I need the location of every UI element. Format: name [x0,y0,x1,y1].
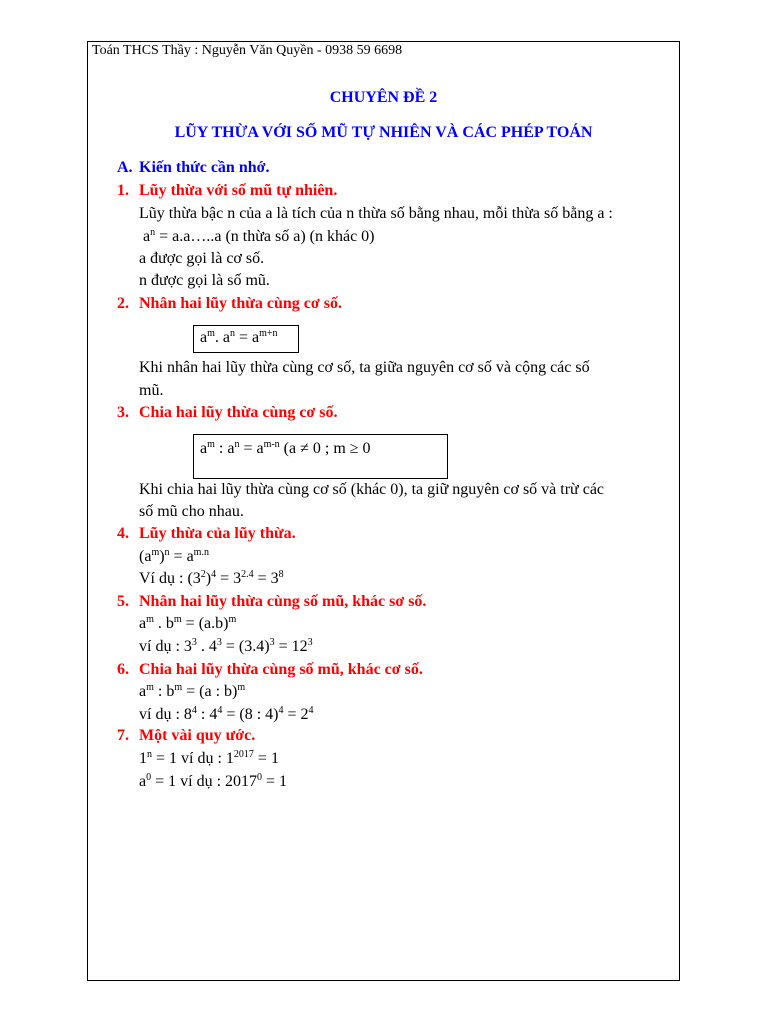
item-6-title: Chia hai lũy thừa cùng số mũ, khác cơ số. [139,661,423,678]
item-2-heading [117,294,342,314]
item-4-title: Lũy thừa của lũy thừa. [139,525,296,542]
item-5-number: 5. [117,593,129,610]
item-3-explanation-1: Khi chia hai lũy thừa cùng cơ số (khác 0), ta giữ nguyên cơ số và trừ các [139,481,605,498]
item-5-example: ví dụ : $3^3$ . $4^3 = (3.4)^3 = 12^3$ [139,637,313,655]
item-5-formula: $a^m$ . $b^m = (a.b)^m$ [139,614,237,632]
item-6-number: 6. [117,661,129,678]
item-4-example: Ví dụ : $(3^2)^4 = 3^{2.4} = 3^8$ [139,569,284,587]
item-3-formula-box: $a^m$ : $a^n = a^{m-n}$ (a ≠ 0 ; m ≥ 0 [193,434,448,479]
item-5-title: Nhân hai lũy thừa cùng số mũ, khác sơ số. [139,593,427,610]
item-2-explanation-1: Khi nhân hai lũy thừa cùng cơ số, ta giữa nguyên cơ số và cộng các số [139,359,590,376]
section-a-title: Kiến thức cần nhớ. [139,159,270,176]
item-1-definition: Lũy thừa bậc n của a là tích của n thừa số bằng nhau, mỗi thừa số bằng a : [139,205,613,222]
item-3-title: Chia hai lũy thừa cùng cơ số. [139,404,338,421]
item-5-heading [117,592,426,612]
item-2-number: 2. [117,295,129,312]
item-1-formula: $a^n$ = a.a…..a (n thừa số a) (n khác 0) [143,227,375,245]
item-4-formula: $(a^m)^n = a^{m.n}$ [139,547,209,565]
item-7-convention-1: $1^n = 1$ ví dụ : $1^{2017} = 1$ [139,749,279,767]
item-7-heading [117,726,255,746]
item-1-heading [117,181,337,201]
item-1-title: Lũy thừa với số mũ tự nhiên. [139,182,338,199]
item-6-heading [117,660,423,680]
item-6-formula: $a^m$ : $b^m = (a$ : b)$^m$ [139,682,246,700]
item-7-convention-2: $a^0 = 1$ ví dụ : $2017^0 = 1$ [139,772,288,790]
section-a-label: A. [117,159,133,176]
item-3-heading [117,403,338,423]
item-1-exponent-note: n được gọi là số mũ. [139,272,270,289]
item-7-number: 7. [117,727,129,744]
item-3-number: 3. [117,404,129,421]
item-1-number: 1. [117,182,129,199]
chapter-title: CHUYÊN ĐỀ 2 [329,89,438,106]
item-2-explanation-2: mũ. [139,382,164,399]
item-4-heading [117,524,296,544]
item-1-base-note: a được gọi là cơ số. [139,250,265,267]
item-6-example: ví dụ : $8^4$ : $4^4 = (8$ : $4)^4 = 2^4$ [139,705,314,723]
section-a-heading [117,158,269,178]
topic-title: LŨY THỪA VỚI SỐ MŨ TỰ NHIÊN VÀ CÁC PHÉP TOÁN [174,124,593,141]
item-3-explanation-2: số mũ cho nhau. [139,503,244,520]
item-7-title: Một vài quy ước. [139,727,256,744]
item-4-number: 4. [117,525,129,542]
item-2-title: Nhân hai lũy thừa cùng cơ số. [139,295,342,312]
item-2-formula-box: $a^m$. $a^n = a^{m+n}$ [193,325,299,353]
author-header: Toán THCS Thầy : Nguyễn Văn Quyền - 0938 59 6698 [92,43,403,58]
